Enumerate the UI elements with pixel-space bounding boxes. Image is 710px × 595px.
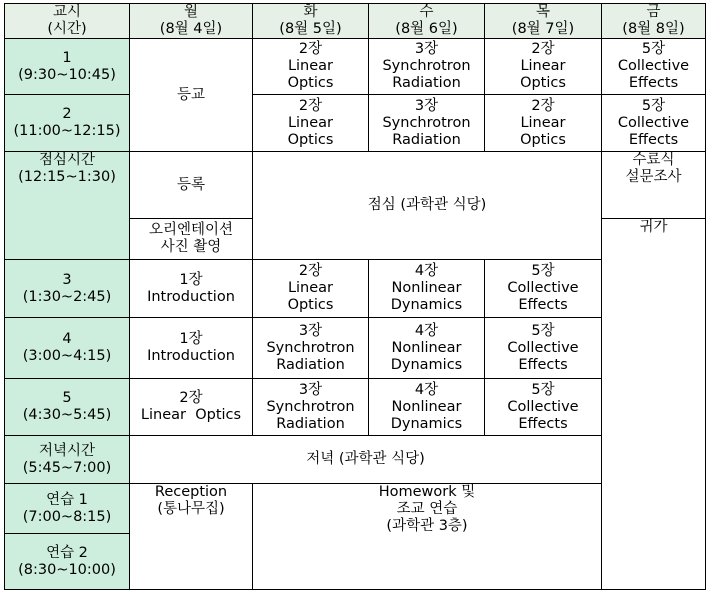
p3-tue-cell: 2장 Linear Optics	[253, 260, 369, 318]
p2-thu-cell: 2장 Linear Optics	[485, 95, 602, 152]
mon-arrival-cell: 등교	[130, 39, 253, 152]
p1-thu-cell: 2장 Linear Optics	[485, 39, 602, 95]
p1-fri-cell: 5장 Collective Effects	[602, 39, 706, 95]
header-monday: 월 (8월 4일)	[130, 4, 253, 39]
p2-fri-cell: 5장 Collective Effects	[602, 95, 706, 152]
row-period-3	[5, 260, 706, 318]
p5-thu-cell: 5장 Collective Effects	[485, 379, 602, 436]
period-1-label: 1 (9:30~10:45)	[5, 39, 130, 95]
row-lunch-a	[5, 152, 706, 219]
lunch-cafeteria-cell: 점심 (과학관 식당)	[253, 152, 602, 260]
period-5-label: 5 (4:30~5:45)	[5, 379, 130, 436]
header-wednesday: 수 (8월 6일)	[369, 4, 485, 39]
period-2-label: 2 (11:00~12:15)	[5, 95, 130, 152]
row-practice-1	[5, 484, 706, 534]
fri-completion-cell: 수료식 설문조사	[602, 152, 706, 219]
p2-wed-cell: 3장 Synchrotron Radiation	[369, 95, 485, 152]
p2-tue-cell: 2장 Linear Optics	[253, 95, 369, 152]
practice-2-label: 연습 2 (8:30~10:00)	[5, 534, 130, 590]
dinner-label: 저녁시간 (5:45~7:00)	[5, 436, 130, 484]
p3-thu-cell: 5장 Collective Effects	[485, 260, 602, 318]
practice-1-label: 연습 1 (7:00~8:15)	[5, 484, 130, 534]
header-row	[5, 4, 706, 39]
row-period-4	[5, 318, 706, 379]
p5-wed-cell: 4장 Nonlinear Dynamics	[369, 379, 485, 436]
mon-registration-cell: 등록	[130, 152, 253, 219]
mon-orientation-cell: 오리엔테이션 사진 촬영	[130, 219, 253, 260]
row-period-5	[5, 379, 706, 436]
p1-tue-cell: 2장 Linear Optics	[253, 39, 369, 95]
p5-tue-cell: 3장 Synchrotron Radiation	[253, 379, 369, 436]
dinner-cafeteria-cell: 저녁 (과학관 식당)	[130, 436, 602, 484]
p1-wed-cell: 3장 Synchrotron Radiation	[369, 39, 485, 95]
mon-reception-cell: Reception (통나무집)	[130, 484, 253, 590]
p4-thu-cell: 5장 Collective Effects	[485, 318, 602, 379]
p5-mon-cell: 2장 Linear Optics	[130, 379, 253, 436]
row-period-1	[5, 39, 706, 95]
p3-mon-cell: 1장 Introduction	[130, 260, 253, 318]
header-friday: 금 (8월 8일)	[602, 4, 706, 39]
p3-wed-cell: 4장 Nonlinear Dynamics	[369, 260, 485, 318]
p4-tue-cell: 3장 Synchrotron Radiation	[253, 318, 369, 379]
p4-wed-cell: 4장 Nonlinear Dynamics	[369, 318, 485, 379]
lunch-label: 점심시간 (12:15~1:30)	[5, 152, 130, 260]
header-period: 교시 (시간)	[5, 4, 130, 39]
period-4-label: 4 (3:00~4:15)	[5, 318, 130, 379]
header-tuesday: 화 (8월 5일)	[253, 4, 369, 39]
p4-mon-cell: 1장 Introduction	[130, 318, 253, 379]
fri-return-cell: 귀가	[602, 219, 706, 590]
row-dinner	[5, 436, 706, 484]
header-thursday: 목 (8월 7일)	[485, 4, 602, 39]
homework-cell: Homework 및 조교 연습 (과학관 3층)	[253, 484, 602, 590]
schedule-table	[4, 3, 706, 590]
period-3-label: 3 (1:30~2:45)	[5, 260, 130, 318]
row-period-2	[5, 95, 706, 152]
